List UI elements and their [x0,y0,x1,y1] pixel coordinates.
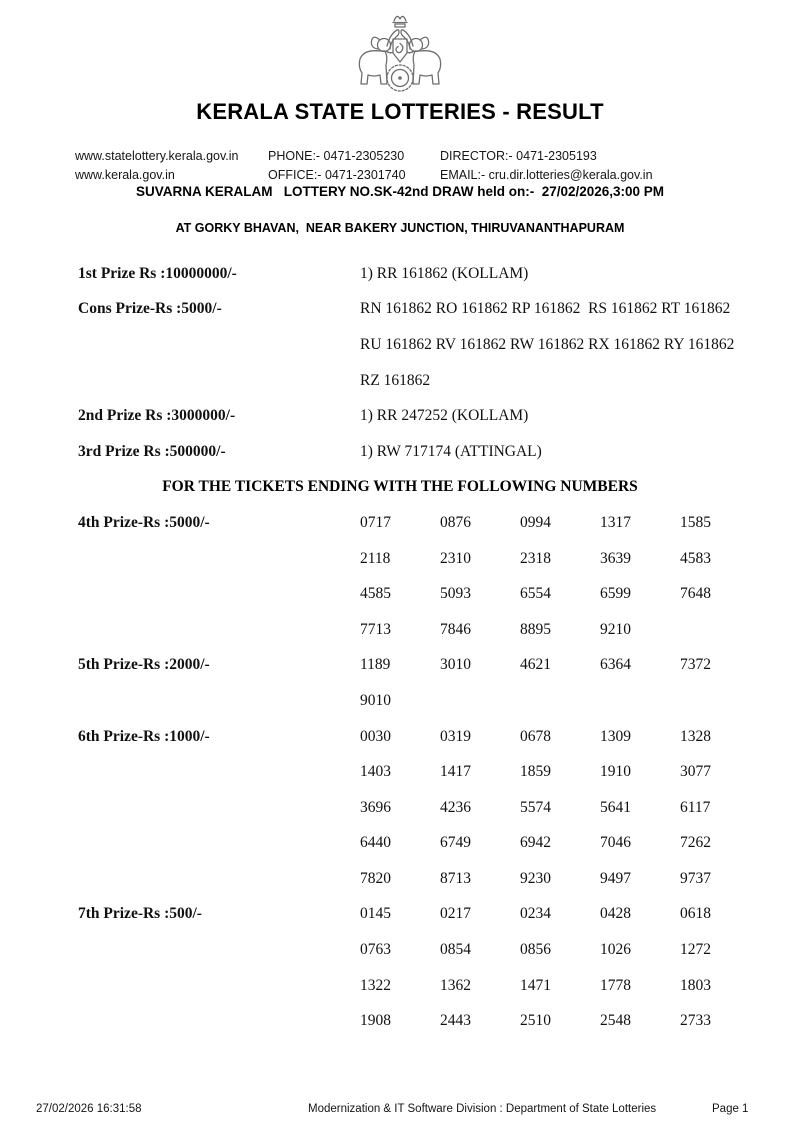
ticket-number: 2443 [440,1012,471,1030]
director-number: DIRECTOR:- 0471-2305193 [440,148,597,163]
shield-conch-icon [393,39,407,62]
prize-row [0,398,800,434]
prize-row [0,327,800,363]
ticket-number: 0854 [440,941,471,959]
top-prizes [0,256,800,470]
ticket-number: 1417 [440,763,471,781]
office-number: OFFICE:- 0471-2301740 [268,167,406,182]
ticket-number: 1026 [600,941,631,959]
ticket-number: 0145 [360,905,391,923]
ticket-number: 4585 [360,585,391,603]
ticket-number: 6554 [520,585,551,603]
page-footer [0,1103,800,1123]
prize-row [0,1003,800,1039]
prize-winning-line: RU 161862 RV 161862 RW 161862 RX 161862 RY 161862 [360,335,735,353]
phone-number: PHONE:- 0471-2305230 [268,148,405,163]
ticket-number: 2310 [440,549,471,567]
ticket-number: 1272 [680,941,711,959]
ticket-number: 1317 [600,513,631,531]
ticket-number: 7713 [360,620,391,638]
ticket-number: 5574 [520,798,551,816]
ending-numbers-heading: FOR THE TICKETS ENDING WITH THE FOLLOWING NUMBERS [162,478,638,496]
venue-line: AT GORKY BHAVAN, NEAR BAKERY JUNCTION, THIRUVANANTHAPURAM [175,221,625,235]
prize-row [0,292,800,328]
ticket-number: 9737 [680,869,711,887]
prize-row [0,968,800,1004]
prize-row [0,648,800,684]
ticket-number: 8713 [440,869,471,887]
ticket-number: 3696 [360,798,391,816]
ticket-number: 2118 [360,549,391,567]
ticket-number: 8895 [520,620,551,638]
ticket-number: 0428 [600,905,631,923]
ashoka-pillar-icon [393,16,407,27]
prize-winning-line: 1) RW 717174 (ATTINGAL) [360,442,542,460]
ticket-number: 0618 [680,905,711,923]
ticket-number: 6599 [600,585,631,603]
left-elephant-icon [359,30,399,84]
results-body [0,256,800,1039]
ticket-number: 5093 [440,585,471,603]
ticket-number: 1403 [360,763,391,781]
ticket-number: 0994 [520,513,551,531]
prize-row [0,754,800,790]
prize-row [0,932,800,968]
prize-label: Cons Prize-Rs :5000/- [78,300,222,318]
ticket-number: 4621 [520,656,551,674]
division-credit: Modernization & IT Software Division : Department of State Lotteries [308,1103,657,1115]
ticket-number: 9010 [360,691,391,709]
ticket-number: 7046 [600,834,631,852]
ticket-number: 4236 [440,798,471,816]
ticket-number: 6440 [360,834,391,852]
ticket-number: 4583 [680,549,711,567]
prize-row [0,612,800,648]
ticket-number: 2318 [520,549,551,567]
prize-label: 7th Prize-Rs :500/- [78,905,202,923]
ticket-number: 3639 [600,549,631,567]
generated-timestamp: 27/02/2026 16:31:58 [36,1103,142,1115]
ticket-number: 0678 [520,727,551,745]
prize-label: 3rd Prize Rs :500000/- [78,442,226,460]
ticket-number: 0030 [360,727,391,745]
ticket-number: 0856 [520,941,551,959]
ticket-number: 1803 [680,976,711,994]
contact-row [75,146,675,165]
prize-winning-line: 1) RR 247252 (KOLLAM) [360,407,529,425]
draw-details: SUVARNA KERALAM LOTTERY NO.SK-42nd DRAW held on:- 27/02/2026,3:00 PM [135,184,665,199]
ticket-number: 0319 [440,727,471,745]
prize-label: 5th Prize-Rs :2000/- [78,656,210,674]
contact-row [75,165,675,184]
page-title: KERALA STATE LOTTERIES - RESULT [196,99,604,124]
website-kerala: www.kerala.gov.in [75,167,175,182]
ticket-number: 6117 [680,798,711,816]
website-statelottery: www.statelottery.kerala.gov.in [75,148,239,163]
prize-row [0,434,800,470]
ticket-number: 6364 [600,656,631,674]
contact-block [75,146,675,184]
prize-row [0,719,800,755]
ticket-number: 1908 [360,1012,391,1030]
ticket-number: 0234 [520,905,551,923]
ticket-number: 0217 [440,905,471,923]
prize-row [0,897,800,933]
kerala-state-emblem-icon [350,5,450,97]
prize-winning-line: RN 161862 RO 161862 RP 161862 RS 161862 RT 161862 [360,300,731,318]
ticket-number: 7262 [680,834,711,852]
ticket-number: 1328 [680,727,711,745]
page-number: Page 1 [712,1103,749,1115]
prize-row [0,541,800,577]
ticket-number: 6942 [520,834,551,852]
prize-label: 2nd Prize Rs :3000000/- [78,407,236,425]
ticket-number: 3077 [680,763,711,781]
ticket-number: 1471 [520,976,551,994]
ticket-number: 1362 [440,976,471,994]
prize-label: 6th Prize-Rs :1000/- [78,727,210,745]
prize-row [0,505,800,541]
ticket-number: 0717 [360,513,391,531]
ticket-number: 1189 [360,656,391,674]
ticket-number: 9210 [600,620,631,638]
prize-row [0,576,800,612]
ticket-number: 7846 [440,620,471,638]
ticket-number: 0876 [440,513,471,531]
ticket-number: 1309 [600,727,631,745]
ticket-number: 1322 [360,976,391,994]
prize-label: 1st Prize Rs :10000000/- [78,264,237,282]
ticket-number: 1585 [680,513,711,531]
email-address: EMAIL:- cru.dir.lotteries@kerala.gov.in [440,167,653,182]
ending-prizes [0,505,800,1039]
ticket-number: 2510 [520,1012,551,1030]
seal-roundel-icon [387,65,413,91]
ticket-number: 2548 [600,1012,631,1030]
prize-winning-line: 1) RR 161862 (KOLLAM) [360,264,529,282]
prize-row [0,790,800,826]
ticket-number: 7372 [680,656,711,674]
prize-row [0,363,800,399]
prize-row [0,256,800,292]
prize-row [0,826,800,862]
right-elephant-icon [401,30,441,84]
prize-row [0,861,800,897]
ticket-number: 2733 [680,1012,711,1030]
prize-row [0,683,800,719]
ticket-number: 7648 [680,585,711,603]
ticket-number: 0763 [360,941,391,959]
ticket-number: 3010 [440,656,471,674]
ticket-number: 7820 [360,869,391,887]
ticket-number: 6749 [440,834,471,852]
kerala-state-emblem-logo [350,5,450,97]
ticket-number: 9497 [600,869,631,887]
ticket-number: 1910 [600,763,631,781]
ticket-number: 5641 [600,798,631,816]
ticket-number: 1778 [600,976,631,994]
ticket-number: 1859 [520,763,551,781]
ticket-number: 9230 [520,869,551,887]
prize-winning-line: RZ 161862 [360,371,431,389]
prize-label: 4th Prize-Rs :5000/- [78,513,210,531]
